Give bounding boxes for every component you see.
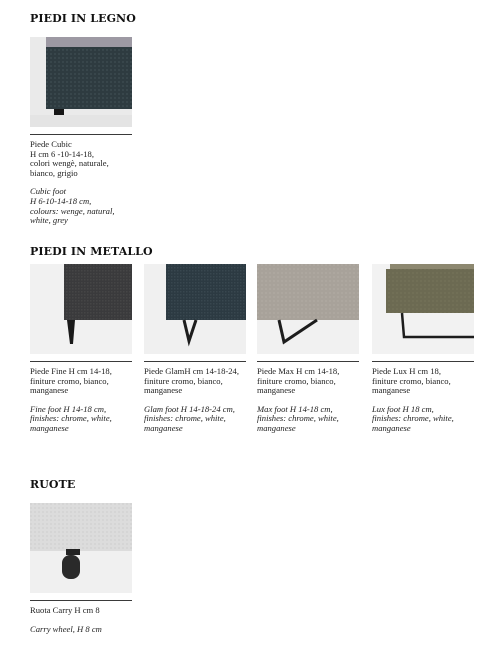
caption-english: Carry wheel, H 8 cm xyxy=(30,623,102,634)
caption-english: Lux foot H 18 cm, finishes: chrome, white, manganese xyxy=(372,403,454,433)
glam-foot-photo xyxy=(144,264,246,354)
lux-foot-photo xyxy=(372,264,474,354)
caption-english: Glam foot H 14-18-24 cm, finishes: chrome, white, manganese xyxy=(144,403,235,433)
section-title-metal-feet: PIEDI IN METALLO xyxy=(30,245,153,258)
carry-wheel-photo xyxy=(30,503,132,593)
caption-italian: Piede GlamH cm 14-18-24, finiture cromo, bianco, manganese xyxy=(144,366,239,396)
section-title-wood-feet: PIEDI IN LEGNO xyxy=(30,12,136,25)
product-cubic-foot xyxy=(30,37,132,226)
caption-divider xyxy=(30,600,132,601)
caption-italian: Piede Lux H cm 18, finiture cromo, bianco, manganese xyxy=(372,366,451,396)
caption-italian: Piede Max H cm 14-18, finiture cromo, bianco, manganese xyxy=(257,366,340,396)
product-fine-foot xyxy=(30,264,132,434)
caption-english: Max foot H 14-18 cm, finishes: chrome, white, manganese xyxy=(257,403,339,433)
caption-italian: Piede Fine H cm 14-18, finiture cromo, bianco, manganese xyxy=(30,366,112,396)
caption-english: Cubic foot H 6-10-14-18 cm, colours: wenge, natural, white, grey xyxy=(30,186,115,226)
caption-divider xyxy=(30,134,132,135)
caption-divider xyxy=(30,361,132,362)
caption-divider xyxy=(257,361,359,362)
cubic-foot-photo xyxy=(30,37,132,127)
caption-english: Fine foot H 14-18 cm, finishes: chrome, white, manganese xyxy=(30,403,112,433)
product-max-foot xyxy=(257,264,359,434)
section-title-wheels: RUOTE xyxy=(30,478,76,491)
max-foot-photo xyxy=(257,264,359,354)
caption-divider xyxy=(144,361,246,362)
caption-italian: Ruota Carry H cm 8 xyxy=(30,605,100,615)
product-carry-wheel xyxy=(30,503,132,634)
caption-divider xyxy=(372,361,474,362)
product-lux-foot xyxy=(372,264,474,434)
fine-foot-photo xyxy=(30,264,132,354)
caption-italian: Piede Cubic H cm 6 -10-14-18, colori wengè, naturale, bianco, grigio xyxy=(30,139,109,178)
product-glam-foot xyxy=(144,264,246,434)
